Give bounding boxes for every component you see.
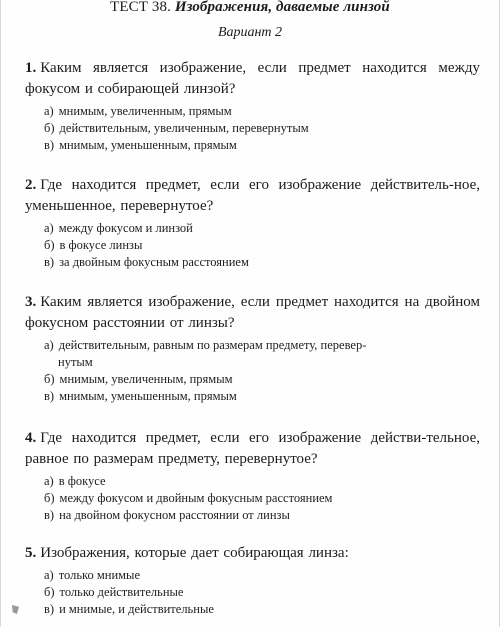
answer-text: в фокусе [58,474,106,488]
answer-text-continuation: нутым [58,355,93,369]
answer-letter: в) [44,508,55,522]
question-3 [25,292,480,405]
answer-text: только мнимые [58,568,140,582]
question-number: 1. [25,60,37,76]
answer-list [25,567,480,618]
question-text [25,292,480,334]
answer-text: между фокусом и линзой [58,221,193,235]
answer-list [25,473,480,524]
answer-letter: в) [44,389,55,403]
answer-text: и мнимые, и действительные [59,602,214,616]
answer-option-c[interactable] [44,601,480,618]
question-text [25,428,480,470]
answer-letter: а) [44,221,54,235]
question-body: Где находится предмет, если его изображение действи-тельное, равное по размерам предмету, перевернутое? [25,430,480,467]
question-number: 5. [25,545,37,561]
answer-letter: в) [44,255,55,269]
question-number: 3. [25,294,37,310]
question-text [25,58,480,100]
question-5 [25,543,480,618]
test-number: ТЕСТ 38. [110,0,171,15]
answer-option-c[interactable] [44,137,480,154]
test-topic: Изображения, даваемые линзой [174,0,390,15]
answer-letter: в) [44,138,55,152]
answer-list [25,103,480,154]
answer-option-a[interactable] [44,220,480,237]
answer-text: действительным, увеличенным, перевернутым [59,121,309,135]
question-4 [25,428,480,524]
scan-mark-icon [12,605,19,614]
answer-letter: б) [44,121,55,135]
answer-letter: б) [44,585,55,599]
question-text [25,175,480,217]
answer-option-b[interactable] [44,120,480,137]
answer-text: мнимым, увеличенным, прямым [58,104,232,118]
answer-list [25,220,480,271]
answer-letter: б) [44,238,55,252]
answer-option-b[interactable] [44,490,480,507]
answer-letter: б) [44,372,55,386]
answer-option-b[interactable] [44,237,480,254]
answer-option-b[interactable] [44,584,480,601]
answer-option-b[interactable] [44,371,480,388]
question-2 [25,175,480,271]
answer-letter: а) [44,338,54,352]
answer-option-a[interactable] [44,103,480,120]
answer-text: только действительные [59,585,184,599]
answer-option-c[interactable] [44,507,480,524]
answer-letter: а) [44,474,54,488]
question-body: Каким является изображение, если предмет находится на двойном фокусном расстоянии от линзы? [25,294,480,331]
answer-text: за двойным фокусным расстоянием [59,255,249,269]
question-body: Каким является изображение, если предмет находится между фокусом и собирающей линзой? [25,60,480,97]
answer-letter: б) [44,491,55,505]
answer-letter: а) [44,104,54,118]
answer-list [25,337,480,405]
answer-text: мнимым, уменьшенным, прямым [59,389,237,403]
answer-text: действительным, равным по размерам предмету, перевер- [58,338,367,352]
answer-text: на двойном фокусном расстоянии от линзы [59,508,290,522]
test-title [1,0,499,16]
variant-label: Вариант 2 [217,25,283,40]
answer-option-a[interactable] [44,337,480,371]
question-body: Изображения, которые дает собирающая линза: [40,545,349,561]
answer-option-c[interactable] [44,254,480,271]
answer-letter: в) [44,602,55,616]
question-text [25,543,480,564]
answer-option-a[interactable] [44,567,480,584]
question-number: 4. [25,430,37,446]
answer-text: мнимым, уменьшенным, прямым [59,138,237,152]
answer-text: между фокусом и двойным фокусным расстоянием [59,491,333,505]
answer-letter: а) [44,568,54,582]
question-number: 2. [25,177,37,193]
answer-text: мнимым, увеличенным, прямым [59,372,233,386]
answer-option-c[interactable] [44,388,480,405]
answer-option-a[interactable] [44,473,480,490]
question-1 [25,58,480,154]
question-body: Где находится предмет, если его изображение действитель-ное, уменьшенное, перевернутое? [25,177,480,214]
answer-text: в фокусе линзы [59,238,143,252]
